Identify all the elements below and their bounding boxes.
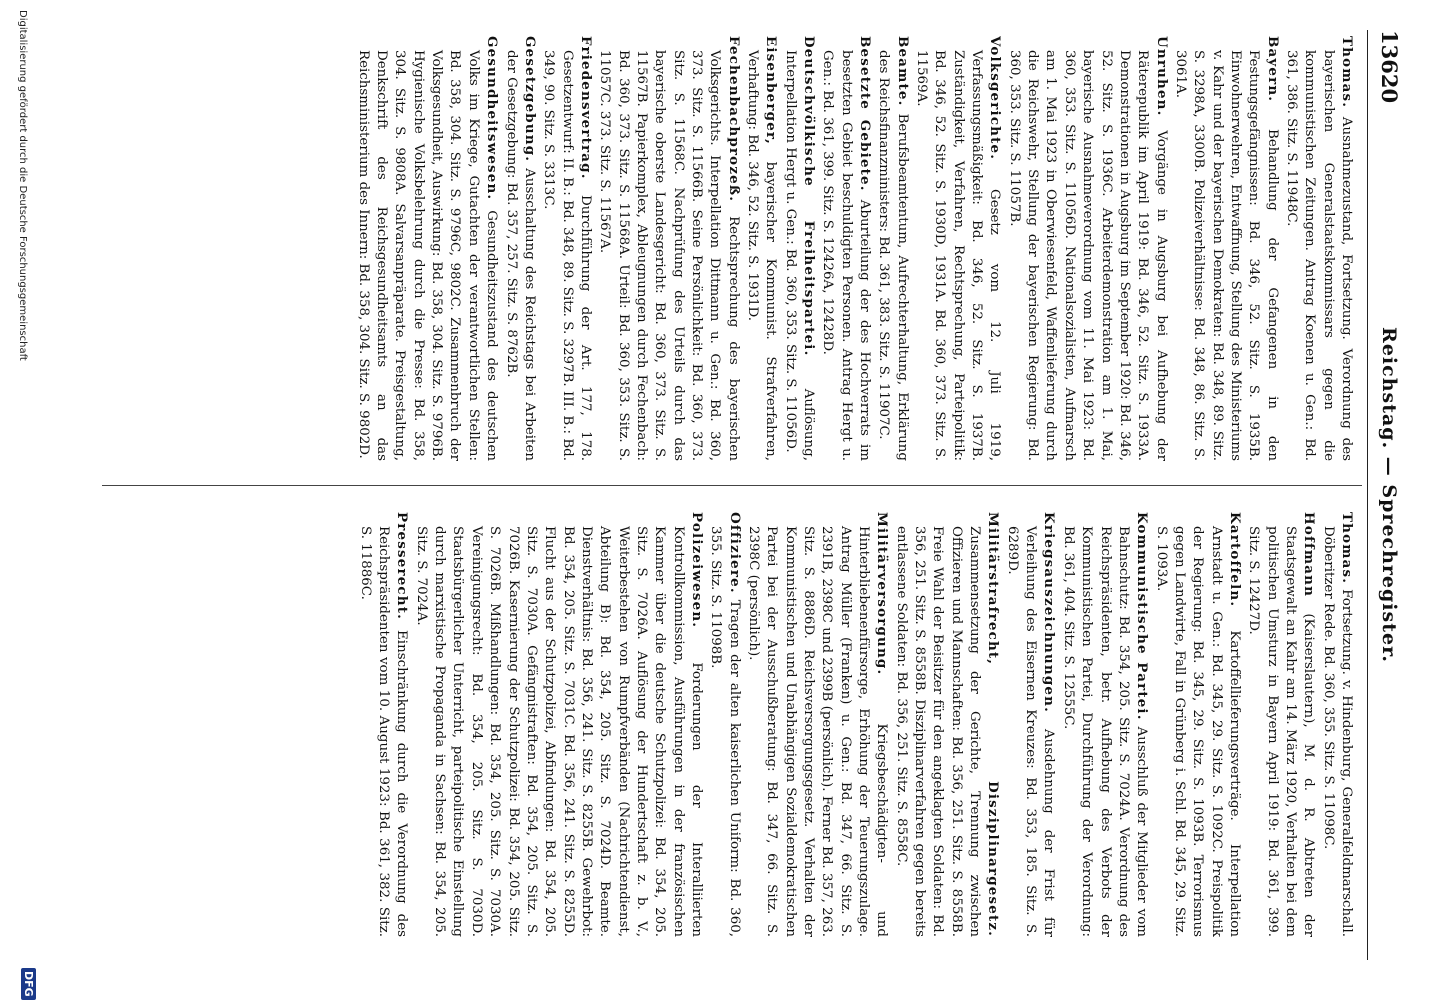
register-entry xyxy=(1171,36,1282,461)
entry-heading: Militärversorgung. xyxy=(874,512,891,676)
entry-heading: Polizeiwesen. xyxy=(688,512,705,629)
register-entry xyxy=(1059,512,1152,937)
register-entry xyxy=(411,512,706,937)
entry-heading: Eisenberger, xyxy=(763,36,780,146)
register-entry xyxy=(780,36,818,461)
page-header xyxy=(1367,30,1408,960)
entry-text: bayerischer Kommunist. Strafverfahren, Verhaftung: Bd. 346, 52. Sitz. S. 1931D. xyxy=(745,50,779,461)
entry-text: Durchführung der Art. 177, 178. Gesetzentwurf: II. B.: Bd. 348, 89. Sitz. S. 3297B. III. B.: Bd. 349, 90. Sitz. S. 3313C. xyxy=(541,50,593,461)
entry-heading: Besetzte Gebiete. xyxy=(857,36,874,192)
entry-text: Behandlung der Gefangenen in den Festungsgefängnissen: Bd. 346, 52. Sitz. S. 1935B. Einwohnerwehren, Entwaffnung, Stellung des Ministeriums v. Kahr und der bayerischen Demokraten: Bd. 348, 89. Sitz. S. 3298A, 3300B. Polizeiverhältnisse: Bd. 348, 86. Sitz. S. 3061A. xyxy=(1172,50,1280,461)
entry-heading: Thomas. xyxy=(1339,512,1355,585)
register-entry xyxy=(539,36,595,461)
entry-text: Auflösung, Interpellation Hergt u. Gen.: Bd. 360, 353. Sitz. S. 11056D. xyxy=(782,50,817,461)
register-entry xyxy=(1004,36,1170,461)
register-entry xyxy=(1002,512,1058,937)
register-entry xyxy=(355,512,411,937)
entry-heading: Militärstrafrecht, Disziplinargesetz. xyxy=(985,512,1002,937)
register-entry xyxy=(744,512,892,937)
entry-text: Forderungen der Interalliierten Kontrollkommission, Ausführungen in der französischen Kammer über die deutsche Schutzpolizei: Bd. 354, 205. Sitz. S. 7026A. Auflösung der Hundertschaft z. b. V., Weiterbestehen von Rumpfverbänden (Nachrichtendienst, Abteilung B): Bd. 354, 205. Sitz. S. 7024D. Beamte. Dienstverhältnis: Bd. 356, 241. Sitz. S. 8255B. Gewehrbot: Bd. 354, 205. Sitz. S. 7031C. Bd. 356, 241. Sitz. S. 8255D. Flucht aus der Schutzpolizei, Abfindungen: Bd. 354, 205. Sitz. S. 7030A. Gefängnistraften: Bd. 354, 205. Sitz. S. 7026B. Kasernierung der Schutzpolizei: Bd. 354, 205. Sitz. S. 7026B. Mißhandlungen: Bd. 354, 205. Sitz. S. 7030A. Vereinigungsrecht: Bd. 354, 205. Sitz. S. 7030D. Staatsbürgerlicher Unterricht, parteipolitische Einstellung durch marxistische Propaganda in Sachsen: Bd. 354, 205. Sitz. S. 7024A. xyxy=(413,526,704,937)
entry-heading: Bayern. xyxy=(1264,36,1281,103)
page-number: 13620 xyxy=(1377,30,1402,104)
entry-text: Zusammensetzung der Gerichte, Trennung zwischen Offizieren und Mannschaften: Bd. 356, 251. Sitz. S. 8558B. Freie Wahl der Beisitzer für den angeklagten Soldaten: Bd. 356, 251. Sitz. S. 8558B. Disziplinarverfahren gegen bereits entlassene Soldaten: Bd. 356, 251. Sitz. S. 8558C. xyxy=(893,526,983,937)
register-entry xyxy=(912,36,1005,461)
register-entry xyxy=(1151,512,1244,937)
entry-heading: Hoffmann xyxy=(1301,512,1318,598)
entry-heading: Fechenbachprozeß. xyxy=(725,36,742,203)
register-entry xyxy=(874,36,912,461)
entry-heading: Unruhen. xyxy=(1153,36,1170,117)
entry-heading: Kriegsauszeichnungen. xyxy=(1041,512,1058,713)
column-divider xyxy=(102,485,1362,486)
entry-heading: Offiziere. xyxy=(726,512,743,594)
register-entry xyxy=(706,512,744,937)
entry-text: Gesundheitszustand des deutschen Volks im Kriege, Gutachten der verantwortlichen Stellen: Bd. 358, 304. Sitz. S. 9796C, 9802C. Zusammenbruch der Volksgesundheit, Auswirkung: Bd. 358, 304. Sitz. S. 9796B. Hygienische Volksbelehrung durch die Presse: Bd. 358, 304. Sitz. S. 9808A. Salvarsanpräparate. Preisgestaltung, Denkschrift des Reichsgesundheitsamts an das Reichsministerium des Innern: Bd. 358, 304. Sitz. S. 9802D. xyxy=(355,50,500,461)
right-column xyxy=(136,512,1356,937)
entry-text: Kriegsbeschädigten- und Hinterbliebenenfürsorge, Erhöhung der Teuerungszulage. Antrag Müller (Franken) u. Gen.: Bd. 347, 66. Sitz. S. 2391B, 2398C und 2399B (persönlich). Ferner Bd. 357, 263. Sitz. S. 8886D. Reichsversorgungsgesetz. Verhalten der Kommunistischen und Unabhängigen Sozialdemokratischen Partei bei der Ausschußberatung: Bd. 347, 66. Sitz. S. 2398C (persönlich). xyxy=(746,526,890,937)
entry-text: Fortsetzung. v. Hindenburg, Generalfeldmarschall. Döberitzer Rede. Bd. 360, 355. Sitz. S. 11098C. xyxy=(1320,526,1354,937)
entry-text: (Kaiserslautern), M. d. R. Abtreten der Staatsgewalt an Kahr am 14. März 1920, Verhalten bei dem politischen Umsturz in Bayern April 1919: Bd. 361, 399. Sitz. S. 12427D. xyxy=(1246,526,1317,937)
register-entry xyxy=(891,512,1002,937)
register-entry xyxy=(1244,512,1318,937)
register-entry xyxy=(1282,36,1356,461)
register-entry xyxy=(353,36,501,461)
entry-text: Berufsbeamtentum, Aufrechterhaltung, Erklärung des Reichsfinanzministers: Bd. 361, 383. Sitz. S. 11907C. xyxy=(876,50,910,461)
entry-text: Rechtsprechung des bayerischen Volksgerichts. Interpellation Dittmann u. Gen.: Bd. 360, 373. Sitz. S. 11566B. Seine Persönlichkeit: Bd. 360, 373. Sitz. S. 11568C. Nachprüfung des Urteils durch das bayerische oberste Landesgericht: Bd. 360, 373. Sitz. S. 11567B. Papierkomplex, Ableugnungen durch Fechenbach: Bd. 360, 373. Sitz. S. 11568A. Urteil: Bd. 360, 353. Sitz. S. 11057C. 373. Sitz. S. 11567A. xyxy=(597,50,741,461)
page-title: Reichstag. — Sprechregister. xyxy=(1378,327,1400,663)
entry-text: Tragen der alten kaiserlichen Uniform: Bd. 360, 355. Sitz. S. 11098B. xyxy=(708,526,742,937)
entry-text: Vorgänge in Augsburg bei Aufhebung der Räterepublik im April 1919: Bd. 346, 52. Sitz. S. 1933A. Demonstrationen in Augsburg im September 1920: Bd. 346, 52. Sitz. S. 1936C. Arbeiterdemonstration am 1. Mai, bayerische Ausnahmeverordnung vom 11. Mai 1923: Bd. 360, 353. Sitz. S. 11056D. Nationalsozialisten, Aufmarsch am 1. Mai 1923 in Oberwiesenfeld, Waffenlieferung durch die Reichswehr, Stellung der bayerischen Regierung: Bd. 360, 353. Sitz. S. 11057B. xyxy=(1006,50,1169,461)
entry-text: Ausnahmezustand, Fortsetzung. Verordnung des bayerischen Generalstaatskommissars gegen die kommunistischen Zeitungen. Antrag Koenen u. Gen.: Bd. 361, 386. Sitz. S. 11948C. xyxy=(1283,50,1354,461)
entry-heading: Beamte. xyxy=(894,36,911,107)
entry-text: Kartoffellieferungsverträge. Interpellation Arnstadt u. Gen.: Bd. 345, 29. Sitz. S. 1092C. Preispolitik der Regierung: Bd. 345, 29. Sitz. S. 1093B. Terrorismus gegen Landwirte, Fall in Grünberg i. Schl. Bd. 345, 29. Sitz. S. 1093A. xyxy=(1153,526,1242,937)
entry-text: Ausschaltung des Reichstags bei Arbeiten der Gesetzgebung: Bd. 357, 257. Sitz. S. 8762B. xyxy=(503,50,537,461)
entry-text: Gesetz vom 12. Juli 1919, Verfassungsmäßigkeit: Bd. 346, 52. Sitz. S. 1937B. Zuständigkeit, Verfahren, Rechtsprechung, Parteipolitik: Bd. 346, 52. Sitz. S. 1930D, 1931A. Bd. 360, 373. Sitz. S. 11569A. xyxy=(914,50,1003,461)
funding-note: Digitalisierung gefördert durch die Deutsche Forschungsgemeinschaft xyxy=(17,10,28,361)
entry-text: Einschränkung durch die Verordnung des Reichspräsidenten vom 10. August 1923: Bd. 361, 382. Sitz. S. 11886C. xyxy=(357,526,410,937)
entry-heading: Kommunistische Partei. xyxy=(1134,512,1151,721)
register-entry xyxy=(743,36,781,461)
register-entry xyxy=(501,36,539,461)
register-entry xyxy=(595,36,743,461)
entry-heading: Volksgerichte. xyxy=(987,36,1004,161)
entry-heading: Kartoffeln. xyxy=(1226,512,1243,608)
entry-heading: Thomas. xyxy=(1339,36,1355,109)
entry-heading: Deutschvölkische Freiheitspartei. xyxy=(801,36,818,357)
register-entry xyxy=(1318,512,1356,937)
dfg-logo: DFG xyxy=(21,968,36,1000)
entry-heading: Friedensvertrag. xyxy=(577,36,594,180)
entry-heading: Gesetzgebung. xyxy=(521,36,538,163)
entry-heading: Gesundheitswesen. xyxy=(484,36,501,201)
register-entry xyxy=(818,36,874,461)
entry-text: Aburteilung der des Hochverrats im besetzten Gebiet beschuldigten Personen. Antrag Hergt u. Gen.: Bd. 361, 399. Sitz. S. 12426A, 12428D. xyxy=(820,50,873,461)
entry-text: Ausschluß der Mitglieder vom Bahnschutz: Bd. 354, 205. Sitz. S. 7024A. Verordnung des Reichspräsidenten, betr. Aufhebung des Verbots der Kommunistischen Partei, Durchführung der Verordnung: Bd. 361, 404. Sitz. S. 12555C. xyxy=(1060,526,1150,937)
left-column xyxy=(136,36,1356,461)
entry-heading: Presserecht. xyxy=(394,512,411,620)
entry-text: Ausdehnung der Frist für Verleihung des Eisernen Kreuzes: Bd. 353, 185. Sitz. S. 6289D. xyxy=(1004,526,1057,937)
